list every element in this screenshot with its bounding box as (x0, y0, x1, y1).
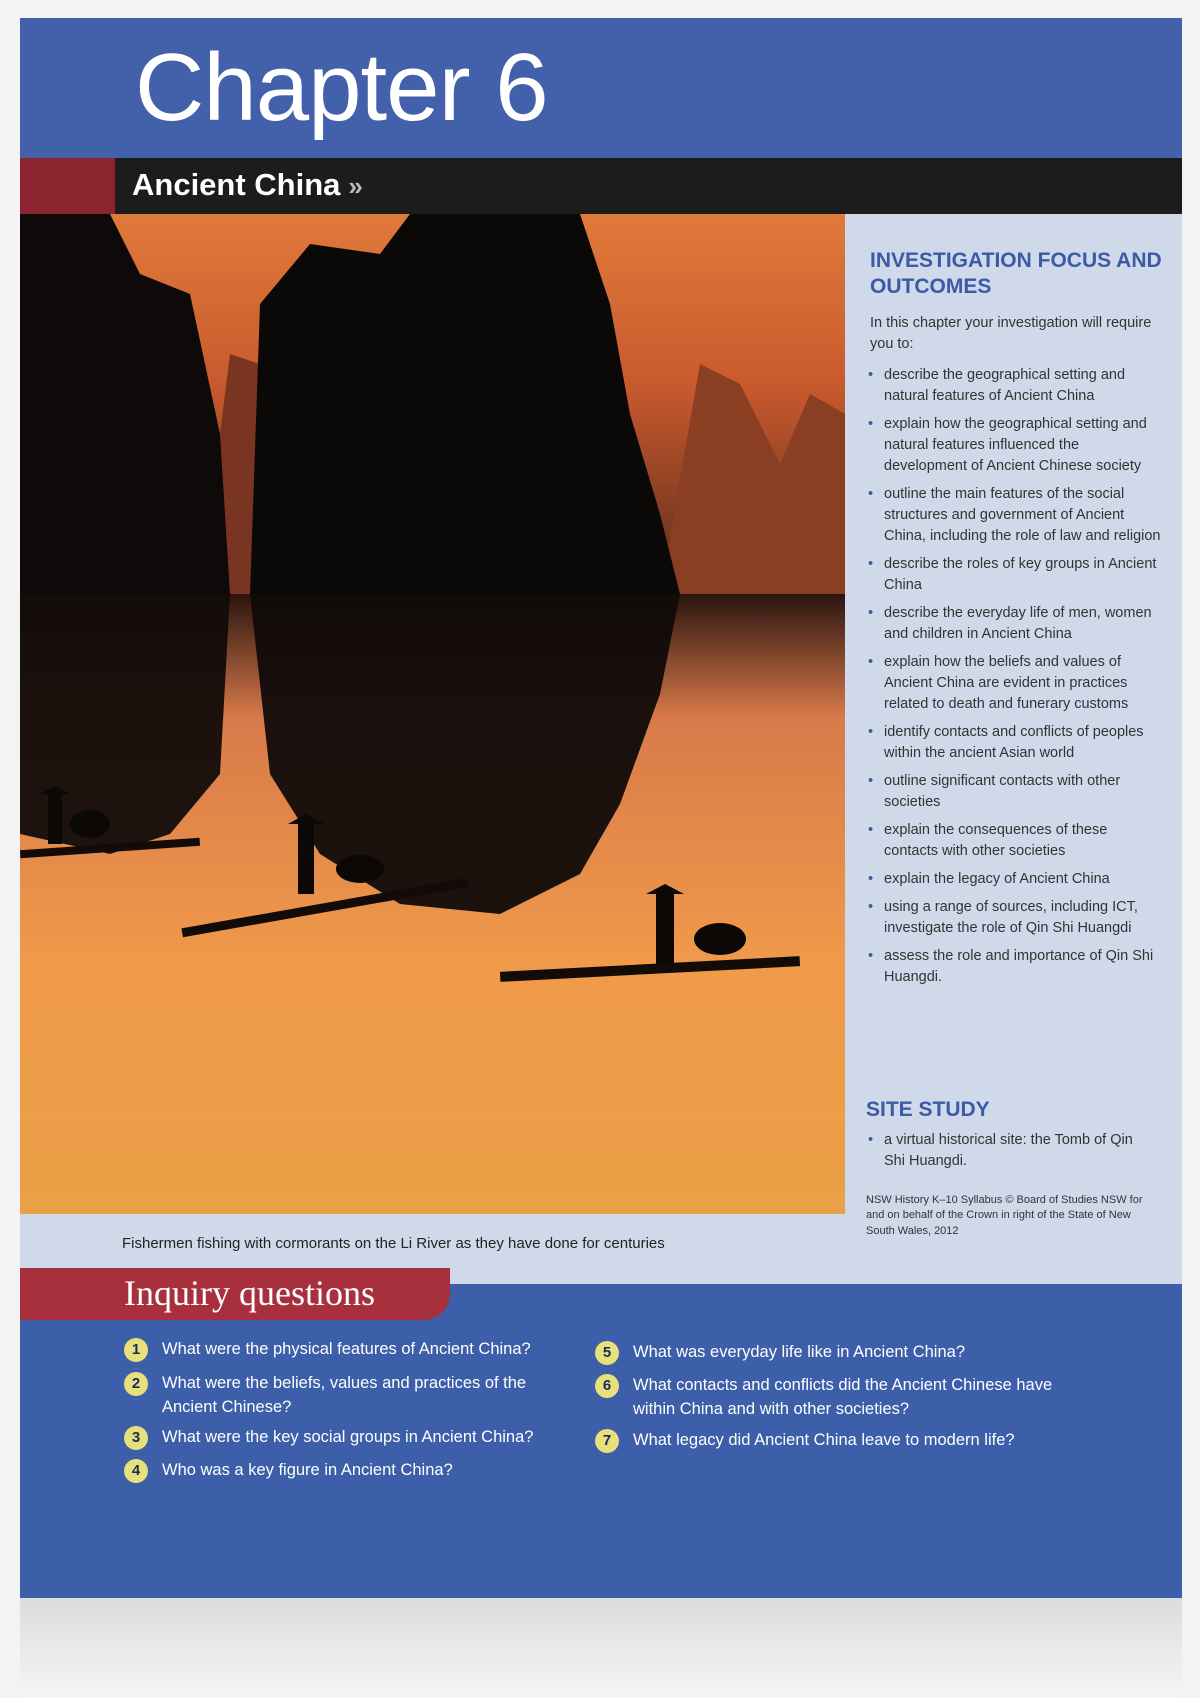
inquiry-question-5 (602, 1341, 1053, 1365)
list-item (866, 603, 1161, 645)
question-text: What was everyday life like in Ancient China? (633, 1343, 965, 1361)
outcome-text: describe the roles of key groups in Ancient China (884, 556, 1157, 594)
question-text: What were the key social groups in Ancient China? (162, 1428, 534, 1446)
question-number-badge: 6 (595, 1374, 619, 1398)
question-text: Who was a key figure in Ancient China? (162, 1461, 453, 1479)
site-study-text: a virtual historical site: the Tomb of Qin Shi Huangdi. (884, 1132, 1133, 1170)
list-item (866, 652, 1161, 715)
investigation-focus-heading: INVESTIGATION FOCUS AND OUTCOMES (870, 249, 1162, 299)
question-number-badge: 7 (595, 1429, 619, 1453)
page-bottom-shadow (20, 1598, 1182, 1698)
chapter-title: Chapter 6 (135, 34, 548, 141)
outcome-text: outline the main features of the social structures and government of Ancient China, including the role of law and religion (884, 486, 1161, 545)
question-text: What were the beliefs, values and practices of the Ancient Chinese? (162, 1374, 527, 1416)
bullet-icon: • (868, 724, 874, 741)
outcome-text: describe the everyday life of men, women and children in Ancient China (884, 605, 1152, 643)
investigation-intro: In this chapter your investigation will require you to: (870, 315, 1152, 353)
list-item (866, 722, 1161, 764)
bullet-icon: • (868, 948, 874, 965)
chapter-subtitle-text: Ancient China (132, 167, 341, 202)
inquiry-title: Inquiry questions (124, 1273, 375, 1313)
inquiry-question-2 (131, 1372, 562, 1420)
bullet-icon: • (868, 654, 874, 671)
outcome-text: explain how the geographical setting and natural features influenced the development of Ancient Chinese society (884, 416, 1147, 475)
photo-caption: Fishermen fishing with cormorants on the Li River as they have done for centuries (122, 1235, 665, 1252)
inquiry-question-3 (131, 1426, 562, 1450)
question-number-badge: 5 (595, 1341, 619, 1365)
list-item (866, 946, 1161, 988)
outcome-text: outline significant contacts with other societies (884, 773, 1121, 811)
li-river-photo (20, 214, 845, 1214)
list-item (866, 484, 1161, 547)
bullet-icon: • (868, 871, 874, 888)
outcome-text: identify contacts and conflicts of peoples within the ancient Asian world (884, 724, 1144, 762)
outcome-text: explain how the beliefs and values of Ancient China are evident in practices related to death and funerary customs (884, 654, 1129, 713)
site-study-heading: SITE STUDY (866, 1098, 990, 1121)
bullet-icon: • (868, 899, 874, 916)
outcome-text: explain the legacy of Ancient China (884, 871, 1110, 888)
bullet-icon: • (868, 416, 874, 433)
bullet-icon: • (868, 773, 874, 790)
question-text: What contacts and conflicts did the Ancient Chinese have within China and with other societies? (633, 1376, 1053, 1418)
chevron-right-icon: » (348, 171, 363, 201)
inquiry-question-6 (602, 1374, 1053, 1422)
chapter-subtitle (132, 166, 363, 203)
site-study-list (866, 1130, 1156, 1172)
question-number-badge: 2 (124, 1372, 148, 1396)
outcome-text: assess the role and importance of Qin Shi Huangdi. (884, 948, 1154, 986)
question-number-badge: 4 (124, 1459, 148, 1483)
question-number-badge: 1 (124, 1338, 148, 1362)
list-item (866, 554, 1161, 596)
subtitle-accent (20, 158, 115, 214)
question-number-badge: 3 (124, 1426, 148, 1450)
list-item (866, 365, 1161, 407)
inquiry-question-4 (131, 1459, 562, 1483)
question-text: What legacy did Ancient China leave to modern life? (633, 1431, 1015, 1449)
list-item (866, 820, 1161, 862)
list-item (866, 869, 1161, 890)
list-item (866, 1130, 1156, 1172)
bullet-icon: • (868, 605, 874, 622)
bullet-icon: • (868, 556, 874, 573)
bullet-icon: • (868, 822, 874, 839)
bullet-icon: • (868, 1132, 874, 1148)
outcome-text: describe the geographical setting and natural features of Ancient China (884, 367, 1126, 405)
outcome-text: using a range of sources, including ICT, investigate the role of Qin Shi Huangdi (884, 899, 1138, 937)
outcome-text: explain the consequences of these contacts with other societies (884, 822, 1108, 860)
outcomes-list (866, 365, 1161, 995)
li-river-image (20, 214, 845, 1214)
question-text: What were the physical features of Ancient China? (162, 1340, 531, 1358)
inquiry-question-7 (602, 1429, 1053, 1453)
inquiry-question-1 (131, 1338, 562, 1362)
bullet-icon: • (868, 367, 874, 383)
list-item (866, 897, 1161, 939)
syllabus-credit: NSW History K–10 Syllabus © Board of Studies NSW for and on behalf of the Crown in right of the State of New South Wales, 2012 (866, 1194, 1143, 1237)
list-item (866, 771, 1161, 813)
list-item (866, 414, 1161, 477)
bullet-icon: • (868, 486, 874, 503)
